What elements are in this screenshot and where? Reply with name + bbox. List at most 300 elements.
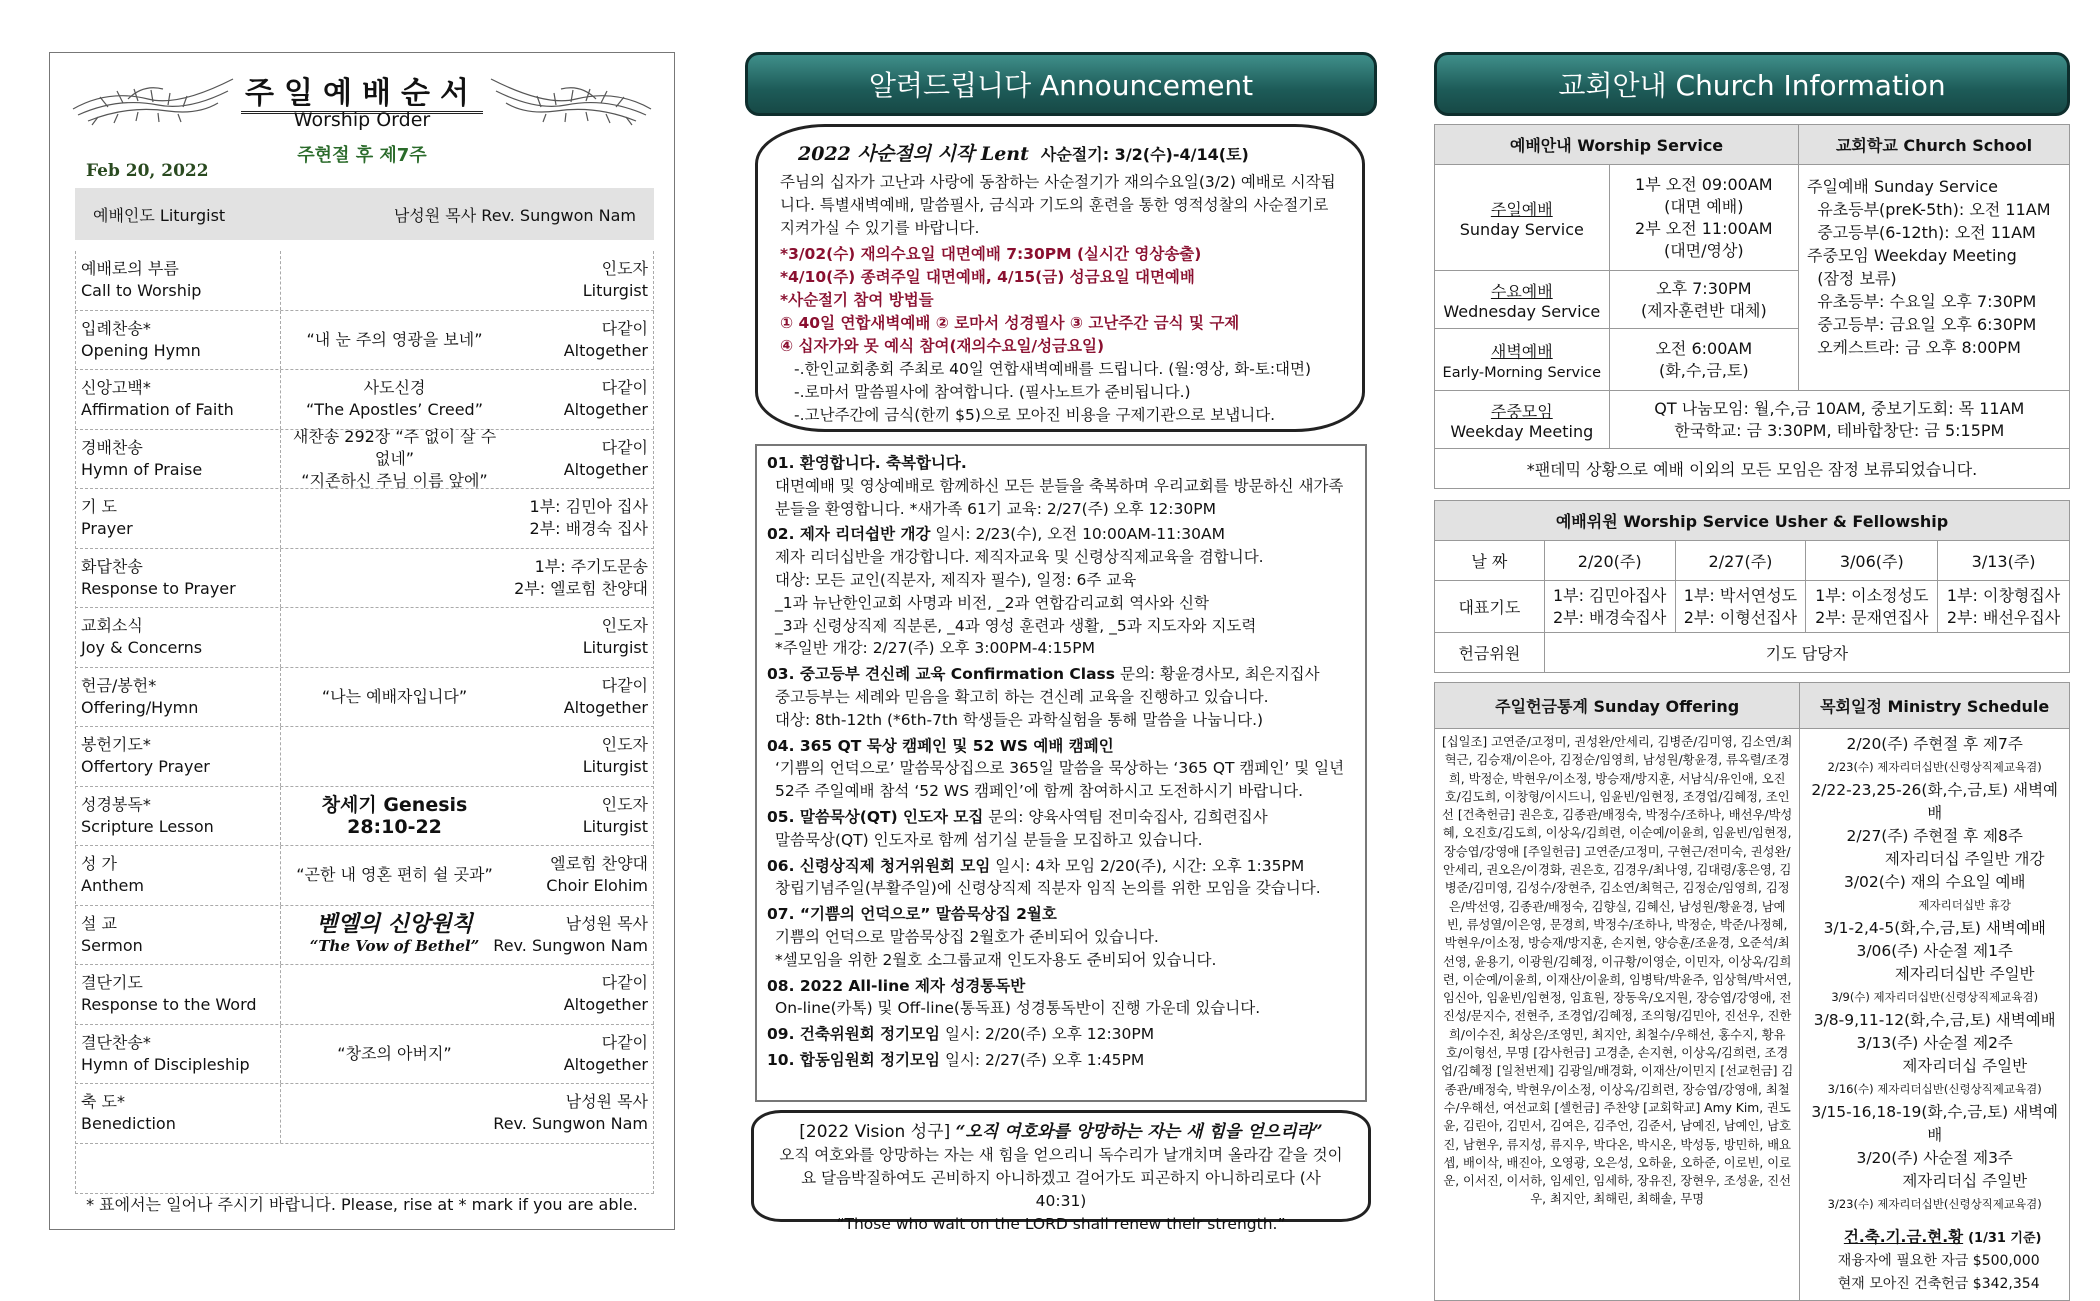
order-item-leader-en: Choir Elohim xyxy=(546,876,648,895)
order-item-leader xyxy=(583,734,648,778)
church-school-line: 유초등부: 수요일 오후 7:30PM xyxy=(1807,292,2037,311)
schedule-entry: 3/06(주) 사순절 제1주 xyxy=(1856,942,2013,960)
order-item-content xyxy=(285,906,504,965)
schedule-entry: 2/20(주) 주현절 후 제7주 xyxy=(1846,735,2023,753)
order-item-content xyxy=(285,846,504,905)
worship-order-row xyxy=(75,426,654,490)
order-item-kr: 기 도 xyxy=(81,497,117,516)
order-item-leader-kr: 남성원 목사 xyxy=(565,913,648,933)
order-item-leader-kr: 다같이 xyxy=(601,378,648,397)
news-item-heading xyxy=(767,523,1355,546)
news-item-heading xyxy=(767,735,1355,758)
column-divider xyxy=(280,965,281,1024)
order-item-en: Offering/Hymn xyxy=(81,697,199,717)
news-item-line: *주일반 개강: 2/27(주) 오후 3:00PM-4:15PM xyxy=(775,639,1096,658)
order-item-content xyxy=(285,426,504,490)
order-item-leader-en: Rev. Sungwon Nam xyxy=(493,1114,648,1133)
order-item-name xyxy=(81,496,133,540)
order-item-leader-en: Liturgist xyxy=(582,816,648,836)
order-item-leader-kr: 인도자 xyxy=(601,616,648,635)
order-item-kr: 설 교 xyxy=(81,913,117,933)
lent-note: -.로마서 말씀필사에 참여합니다. (필사노트가 준비됩니다.) xyxy=(794,383,1191,401)
column-divider xyxy=(280,668,281,727)
church-school-heading: 교회학교 Church School xyxy=(1799,125,2070,165)
order-item-leader-kr: 남성원 목사 xyxy=(565,1092,648,1111)
order-item-content-text xyxy=(306,329,482,351)
news-item xyxy=(767,1023,1355,1046)
worship-order-row xyxy=(75,608,654,668)
news-list xyxy=(755,444,1367,1102)
vision-verse-box xyxy=(751,1110,1371,1233)
news-item-line: 대상: 모든 교인(직분자, 제직자 필수), 일정: 6주 교육 xyxy=(775,570,1137,589)
worship-order-panel xyxy=(49,52,675,1230)
order-item-leader-en: Altogether xyxy=(563,995,648,1014)
worship-order-row xyxy=(75,906,654,966)
schedule-note: 3/23(수) 제자리더십반(신령상직제교육겸) xyxy=(1827,1197,2042,1211)
column-divider xyxy=(280,549,281,608)
news-item-title: 07. “기쁨의 언덕으로” 말씀묵상집 2월호 xyxy=(767,905,1057,924)
news-item-title: 01. 환영합니다. 축복합니다. xyxy=(767,454,967,472)
usher-date: 2/20(주) xyxy=(1544,541,1675,581)
worship-order-row xyxy=(75,787,654,847)
schedule-entry: 3/8-9,11-12(화,수,금,토) 새벽예배 xyxy=(1813,1011,2056,1029)
usher-prayer-second: 2부: 이형선집사 xyxy=(1683,607,1798,627)
schedule-entry: 제자리더십 주일반 개강 xyxy=(1884,850,2045,868)
worship-title-kr: 주일예배순서 xyxy=(50,68,674,112)
order-item-leader-en: Altogether xyxy=(563,400,648,419)
news-item-detail: 문의: 황윤경사모, 최은지집사 xyxy=(1119,665,1320,684)
news-item-detail: 문의: 양육사역팀 전미숙집사, 김희련집사 xyxy=(988,807,1268,826)
order-item-kr: 봉헌기도* xyxy=(81,735,151,754)
order-item-title: “곤한 내 영혼 편히 쉴 곳과” xyxy=(296,865,493,885)
column-divider xyxy=(280,906,281,965)
order-item-leader-en: Liturgist xyxy=(582,757,648,776)
news-item-detail: 일시: 2/20(주) 오후 12:30PM xyxy=(944,1025,1155,1044)
order-item-content-text xyxy=(309,910,480,957)
order-item-kr: 경배찬송 xyxy=(81,437,143,457)
order-item-subtitle: “The Vow of Bethel” xyxy=(309,936,480,955)
order-item-title: 벧엘의 신앙원칙 xyxy=(316,910,473,937)
news-item-line: 중고등부는 세례와 믿음을 확고히 하는 견신례 교육을 진행하고 있습니다. xyxy=(775,687,1269,706)
usher-prayer-cell xyxy=(1806,581,1938,633)
usher-prayer-cell xyxy=(1938,581,2070,633)
order-item-content xyxy=(285,1025,504,1084)
column-divider xyxy=(280,1084,281,1143)
service-time: 1부 오전 09:00AM (대면 예배) 2부 오전 11:00AM (대면/영상) xyxy=(1609,165,1798,271)
column-divider xyxy=(280,251,281,310)
order-item-leader-en: Altogether xyxy=(563,340,648,360)
service-time: 오전 6:00AM (화,수,금,토) xyxy=(1609,329,1798,391)
worship-order-row xyxy=(75,1025,654,1085)
order-item-title: “내 눈 주의 영광을 보네” xyxy=(306,329,483,349)
news-item-line: On-line(카톡) 및 Off-line(통독표) 성경통독반이 진행 가운데 있습니다. xyxy=(775,999,1261,1018)
order-item-en: Benediction xyxy=(81,1114,176,1133)
liturgist-label: 예배인도 Liturgist xyxy=(93,206,226,225)
church-info-header: 교회안내 Church Information xyxy=(1434,52,2070,116)
service-name: 새벽예배 Early-Morning Service xyxy=(1435,329,1610,391)
order-item-title: 창세기 Genesis 28:10-22 xyxy=(321,793,468,838)
order-item-leader-en: Altogether xyxy=(563,1054,648,1074)
order-item-leader-kr: 다같이 xyxy=(601,675,648,695)
news-item-title: 09. 건축위원회 정기모임 xyxy=(767,1025,941,1044)
order-item-content xyxy=(285,370,504,429)
offering-list: [십일조] 고연준/고정미, 권성완/안세리, 김병준/김미영, 김소연/최혁근, 김승재/이은아, 김정순/임영희, 남성원/황윤경, 류옥렬/조경희, 박정순, 박현우/이소정, 방승재/방지훈, 서남식/유인애, 오진호/김도희, 이창형/이시드니, 임윤빈/임현정, 조경업/김혜정, 조인선 [건축헌금] 권은호, 김종관/배정숙, 박정수/조하나, 배선우/박성혜, 오진호/김도희, 이상옥/김희련, 이순예/이윤희, 임윤빈/임현정, 장승엽/강영애 [주일헌금] 고연준/고정미, 구현근/전미숙, 권성완/안세리, 권오은/이경화, 권은호, 김경우/최나영, 김대령/홍은영, 김병준/김미영, 김성수/장현주, 김소연/최혁근, 김정순/임영희, 김정은/박선영, 김종관/배정숙, 김향실, 김혜신, 남성원/황윤경, 남예빈, 류성열/이은영, 문경희, 박정수/조하나, 박정순, 박준/나정혜, 박현우/이소정, 방승재/방지훈, 손지현, 양승훈/조윤경, 오준석/최선영, 윤용기, 이광원/김혜정, 이규황/이영순, 이민자, 이상옥/김희련, 이순예/이윤희, 이재산/이윤희, 임병탁/박윤주, 임상혁/박서연, 임신아, 임윤빈/임현정, 임효원, 장동욱/오지원, 장승엽/강영애, 전진성/문지수, 전현주, 조경업/김혜정, 조의형/김민아, 진선우, 진한희/이수진, 최상은/조영민, 최지안, 최철수/우해선, 홍수지, 황유호/이형선, 무명 [감사헌금] 고경춘, 손지현, 이상옥/김희련, 조경업/김혜정 [일천번제] 김광일/배경화, 이재산/이민지 [선교헌금] 김종관/배정숙, 박현우/이소정, 이상옥/김희련, 장승엽/강영애, 최철수/우해선, 여선교회 [셀헌금] 주찬양 [교회학교] Amy Kim, 권도윤, 김린아, 김민서, 김여은, 김주언, 김준서, 남예진, 남예인, 남호진, 남현우, 류지성, 류지우, 박다온, 박시온, 박성동, 방민하, 배요셉, 배이삭, 배진아, 오영광, 오은성, 오하윤, 오하준, 이로빈, 이로운, 이서진, 이서하, 임세인, 임세하, 장유진, 장현우, 조성윤, 진선우, 최지안, 최해린, 최해솔, 무명 xyxy=(1435,729,1800,1301)
news-item xyxy=(767,903,1355,971)
worship-title-en: Worship Order xyxy=(293,109,431,131)
news-item-line: 대면예배 및 영상예배로 함께하신 모든 분들을 축복하며 우리교회를 방문하신 새가족분들을 환영합니다. *새가족 61기 교육: 2/27(주) 오후 12:30PM xyxy=(775,476,1344,518)
news-item-title: 05. 말씀묵상(QT) 인도자 모집 xyxy=(767,807,984,826)
news-item-heading xyxy=(767,1023,1355,1046)
usher-prayer-second: 2부: 배선우집사 xyxy=(1946,607,2061,627)
order-item-leader xyxy=(564,377,648,421)
order-item-title: “나는 예배자입니다” xyxy=(321,686,468,706)
order-item-content xyxy=(285,311,504,370)
order-item-en: Call to Worship xyxy=(81,281,202,300)
usher-date: 3/13(주) xyxy=(1938,541,2070,581)
order-item-name xyxy=(81,972,257,1016)
order-item-en: Hymn of Discipleship xyxy=(81,1054,250,1074)
order-item-leader-kr: 다같이 xyxy=(601,318,648,338)
worship-order-row xyxy=(75,549,654,609)
schedule-entry: 제자리더십반 주일반 xyxy=(1894,965,2035,983)
church-school-line: (잠정 보류) xyxy=(1807,269,1897,288)
order-item-name xyxy=(81,853,144,897)
worship-order-row xyxy=(75,965,654,1025)
order-item-content xyxy=(285,668,504,727)
order-item-content-text xyxy=(296,864,493,886)
lent-item: *사순절기 참여 방법들 xyxy=(780,291,934,309)
order-item-title: 사도신경 xyxy=(363,378,426,398)
order-item-en: Offertory Prayer xyxy=(81,757,210,776)
usher-date: 3/06(주) xyxy=(1806,541,1938,581)
order-item-leader-en: Liturgist xyxy=(582,638,648,657)
order-item-content-text xyxy=(306,377,483,421)
schedule-entry: 2/22-23,25-26(화,수,금,토) 새벽예배 xyxy=(1811,781,2059,822)
worship-order-row xyxy=(75,370,654,430)
column-divider xyxy=(280,1025,281,1084)
order-item-name xyxy=(81,318,201,362)
order-item-subtitle: “The Apostles’ Creed” xyxy=(306,400,483,420)
order-item-leader xyxy=(546,853,648,897)
news-item-heading xyxy=(767,903,1355,926)
usher-prayer-first: 1부: 김민아집사 xyxy=(1552,585,1667,605)
order-item-name xyxy=(81,437,202,481)
usher-prayer-first: 1부: 박서연성도 xyxy=(1683,585,1798,605)
order-item-leader xyxy=(583,794,648,838)
order-item-leader-en: 2부: 배경숙 집사 xyxy=(529,519,648,538)
schedule-entry: 3/15-16,18-19(화,수,금,토) 새벽예배 xyxy=(1811,1103,2059,1144)
order-item-name xyxy=(81,675,198,719)
order-item-leader-en: 2부: 엘로힘 찬양대 xyxy=(514,578,648,598)
order-item-leader-en: Rev. Sungwon Nam xyxy=(493,935,648,955)
pandemic-note: *팬데믹 상황으로 예배 이외의 모든 모임은 잠정 보류되었습니다. xyxy=(1435,449,2070,489)
worship-order-row xyxy=(75,727,654,787)
order-item-leader-kr: 엘로힘 찬양대 xyxy=(550,854,648,873)
news-item xyxy=(767,806,1355,852)
news-item-heading xyxy=(767,975,1355,998)
lent-item: ① 40일 연합새벽예배 ② 로마서 성경필사 ③ 고난주간 금식 및 구제 xyxy=(780,314,1240,332)
usher-prayer-first: 1부: 이소정성도 xyxy=(1815,585,1929,605)
order-item-en: Sermon xyxy=(81,935,143,955)
schedule-note: 2/23(수) 제자리더십반(신령상직제교육겸) xyxy=(1827,760,2042,774)
schedule-entry: 3/1-2,4-5(화,수,금,토) 새벽예배 xyxy=(1823,919,2046,937)
liturgist-name: 남성원 목사 Rev. Sungwon Nam xyxy=(393,206,636,225)
ministry-schedule xyxy=(1800,729,2070,1301)
usher-date-label: 날 짜 xyxy=(1435,541,1545,581)
news-item-heading xyxy=(767,663,1355,686)
usher-prayer-label: 대표기도 xyxy=(1435,581,1545,633)
order-item-content xyxy=(285,251,504,310)
schedule-entry: 3/13(주) 사순절 제2주 xyxy=(1856,1034,2013,1052)
order-item-kr: 화답찬송 xyxy=(81,556,143,576)
order-item-leader xyxy=(583,615,648,659)
order-item-en: Prayer xyxy=(81,519,133,538)
order-item-leader xyxy=(493,913,648,957)
order-item-leader xyxy=(530,496,648,540)
worship-order-row xyxy=(75,1084,654,1144)
worship-order-list xyxy=(75,251,654,1144)
lent-item: *4/10(주) 종려주일 대면예배, 4/15(금) 성금요일 대면예배 xyxy=(780,268,1195,286)
news-item xyxy=(767,735,1355,803)
church-school-line: 주중모임 Weekday Meeting xyxy=(1807,246,2017,265)
order-item-content xyxy=(285,549,504,608)
order-item-en: Response to Prayer xyxy=(81,578,236,598)
usher-date: 2/27(주) xyxy=(1675,541,1806,581)
order-item-leader-en: Altogether xyxy=(563,459,648,479)
order-item-name xyxy=(81,913,143,957)
order-item-content-text xyxy=(322,686,467,708)
order-item-content-text xyxy=(337,1043,451,1065)
usher-prayer-cell xyxy=(1675,581,1806,633)
news-item xyxy=(767,975,1355,1021)
service-time: 오후 7:30PM (제자훈련반 대체) xyxy=(1609,271,1798,329)
service-name: 주일예배 Sunday Service xyxy=(1435,165,1610,271)
order-item-kr: 결단기도 xyxy=(81,973,143,992)
column-divider xyxy=(280,489,281,548)
column-divider xyxy=(280,430,281,489)
order-item-name xyxy=(81,556,236,600)
announcement-header: 알려드립니다 Announcement xyxy=(745,52,1377,116)
church-school-line: 오케스트라: 금 오후 8:00PM xyxy=(1807,338,2021,357)
news-item-line: 제자 리더십반을 개강합니다. 제직자교육 및 신령상직제교육을 겸합니다. xyxy=(775,548,1264,567)
order-item-leader-en: Altogether xyxy=(563,697,648,717)
order-item-leader-kr: 1부: 김민아 집사 xyxy=(529,497,648,516)
liturgical-season: 주현절 후 제7주 xyxy=(297,145,427,166)
usher-prayer-second: 2부: 문재연집사 xyxy=(1815,607,1929,627)
order-item-leader-kr: 1부: 주기도문송 xyxy=(534,556,648,576)
church-school-line: 중고등부: 금요일 오후 6:30PM xyxy=(1807,315,2037,334)
worship-order-row xyxy=(75,311,654,371)
schedule-note: 제자리더십반 휴강 xyxy=(1918,898,2011,912)
news-item-line: 말씀묵상(QT) 인도자로 함께 섬기실 분들을 모집하고 있습니다. xyxy=(775,830,1203,849)
order-item-en: Opening Hymn xyxy=(81,340,201,360)
lent-title: 2022 사순절의 시작 Lent 사순절기: 3/2(수)-4/14(토) xyxy=(798,143,1249,165)
order-item-leader-kr: 다같이 xyxy=(601,973,648,992)
worship-order-row xyxy=(75,846,654,906)
order-item-name xyxy=(81,794,214,838)
order-item-kr: 신앙고백* xyxy=(81,378,151,397)
news-item xyxy=(767,523,1355,660)
order-item-name xyxy=(81,377,234,421)
lent-body xyxy=(780,171,1340,427)
news-item xyxy=(767,1049,1355,1072)
news-item-heading xyxy=(767,855,1355,878)
news-item-detail: 일시: 2/27(주) 오후 1:45PM xyxy=(944,1050,1145,1069)
order-item-leader xyxy=(564,972,648,1016)
news-item-line: _1과 뉴난한인교회 사명과 비전, _2과 연합감리교회 역사와 신학 xyxy=(775,593,1209,612)
news-item-title: 06. 신령상직제 청거위원회 모임 xyxy=(767,856,991,875)
order-item-leader-kr: 인도자 xyxy=(601,735,648,754)
news-item-title: 02. 제자 리더쉽반 개강 xyxy=(767,525,931,544)
news-item-title: 04. 365 QT 묵상 캠페인 및 52 WS 예배 캠페인 xyxy=(767,736,1114,755)
order-item-kr: 성경봉독* xyxy=(81,794,151,814)
lent-intro: 주님의 십자가 고난과 사랑에 동참하는 사순절기가 재의수요일(3/2) 예배로 시작됩니다. 특별새벽예배, 말씀필사, 금식과 기도의 훈련을 통한 영적성찰의 사순절기로 지켜가실 수 있기를 바랍니다. xyxy=(780,173,1336,237)
news-item-line: *셀모임을 위한 2월호 소그룹교재 인도자용도 준비되어 있습니다. xyxy=(775,950,1217,969)
vision-verse-kr: 오직 여호와를 앙망하는 자는 새 힘을 얻으리니 독수리가 날개치며 올라감 같을 것이요 달음박질하여도 곤비하지 아니하겠고 걸어가도 피곤하지 아니하리로다 (사 40:31) xyxy=(779,1146,1343,1210)
news-item-line: _3과 신령상직제 직분론, _4과 영성 훈련과 생활, _5과 지도자와 지도력 xyxy=(775,616,1257,635)
schedule-entry: 제자리더십 주일반 xyxy=(1902,1057,2028,1075)
news-item-heading xyxy=(767,1049,1355,1072)
church-info-panel xyxy=(1434,52,2070,1292)
order-item-leader-kr: 다같이 xyxy=(601,1032,648,1052)
order-item-en: Anthem xyxy=(81,876,144,895)
order-item-content xyxy=(285,1084,504,1143)
service-name: 수요예배 Wednesday Service xyxy=(1435,271,1610,329)
order-item-leader xyxy=(564,675,648,719)
building-fund-raised: 현재 모아진 건축헌금 $342,354 xyxy=(1837,1276,2040,1292)
order-item-content xyxy=(285,489,504,548)
news-item-line: ‘기쁨의 언덕으로’ 말씀묵상집으로 365일 말씀을 묵상하는 ‘365 QT 캠페인’ 및 일년 52주 주일예배 참석 ‘52 WS 캠페인’에 함께 참여하시고 도전하시기 바랍니다. xyxy=(775,759,1345,801)
order-item-en: Joy & Concerns xyxy=(81,638,203,657)
news-item-heading xyxy=(767,806,1355,829)
column-divider xyxy=(280,727,281,786)
schedule-entry: 2/27(주) 주현절 후 제8주 xyxy=(1846,827,2023,845)
order-item-leader-kr: 인도자 xyxy=(601,794,648,814)
lent-item: *3/02(수) 재의수요일 대면예배 7:30PM (실시간 영상송출) xyxy=(780,245,1202,263)
lent-item: ④ 십자가와 못 예식 참여(재의수요일/성금요일) xyxy=(780,337,1105,355)
schedule-note: 3/9(수) 제자리더십반(신령상직제교육겸) xyxy=(1831,990,2039,1004)
schedule-entry: 3/20(주) 사순절 제3주 xyxy=(1856,1149,2013,1167)
news-item xyxy=(767,663,1355,731)
order-item-kr: 축 도* xyxy=(81,1092,125,1111)
church-school-line: 주일예배 Sunday Service xyxy=(1807,177,1999,196)
column-divider xyxy=(280,608,281,667)
order-item-title: 새찬송 292장 “주 없이 살 수 없네” xyxy=(292,426,497,468)
news-item-line: 창립기념주일(부활주일)에 신령상직제 직분자 임직 논의를 위한 모임을 갖습니다. xyxy=(775,879,1321,898)
news-item-title: 08. 2022 All-line 제자 성경통독반 xyxy=(767,976,1026,995)
worship-order-row xyxy=(75,668,654,728)
column-divider xyxy=(280,846,281,905)
liturgist-bar xyxy=(75,188,654,240)
order-item-content xyxy=(285,787,504,846)
worship-order-row xyxy=(75,489,654,549)
order-item-name xyxy=(81,258,201,302)
news-item-title: 03. 중고등부 견신례 교육 Confirmation Class xyxy=(767,665,1116,684)
usher-heading: 예배위원 Worship Service Usher & Fellowship xyxy=(1435,501,2070,541)
order-item-kr: 결단찬송* xyxy=(81,1032,151,1052)
offering-heading: 주일헌금통계 Sunday Offering xyxy=(1435,683,1800,729)
usher-offering-label: 헌금위원 xyxy=(1435,633,1545,673)
lent-note: -.한인교회총회 주최로 40일 연합새벽예배를 드립니다. (월:영상, 화-토:대면) xyxy=(794,360,1312,378)
order-item-name xyxy=(81,1032,250,1076)
order-item-en: Hymn of Praise xyxy=(81,459,203,479)
worship-order-row xyxy=(75,251,654,311)
news-item-title: 10. 합동임원회 정기모임 xyxy=(767,1050,941,1069)
news-item xyxy=(767,855,1355,901)
order-item-kr: 예배로의 부름 xyxy=(81,259,179,278)
usher-table xyxy=(1434,500,2070,673)
lent-box xyxy=(755,124,1365,432)
news-item-detail: 일시: 2/23(수), 오전 10:00AM-11:30AM xyxy=(935,525,1225,544)
church-school-info xyxy=(1799,165,2070,391)
usher-prayer-second: 2부: 배경숙집사 xyxy=(1552,607,1667,627)
order-item-title: “창조의 아버지” xyxy=(337,1043,452,1063)
weekday-meeting-time: QT 나눔모임: 월,수,금 10AM, 중보기도회: 목 11AM 한국학교: 금 3:30PM, 테바합창단: 금 5:15PM xyxy=(1609,391,2069,449)
order-item-kr: 교회소식 xyxy=(81,616,143,635)
order-item-content-text xyxy=(285,426,504,492)
worship-service-heading: 예배안내 Worship Service xyxy=(1435,125,1799,165)
order-item-leader xyxy=(583,258,648,302)
order-item-leader-en: Liturgist xyxy=(582,281,648,300)
order-item-kr: 헌금/봉헌* xyxy=(81,675,157,695)
order-item-leader-kr: 인도자 xyxy=(601,259,648,278)
news-item xyxy=(767,452,1355,520)
order-item-leader xyxy=(493,1091,648,1135)
column-divider xyxy=(280,311,281,370)
order-item-leader xyxy=(564,318,648,362)
order-item-name xyxy=(81,1091,176,1135)
order-item-leader xyxy=(564,437,648,481)
bulletin-date: Feb 20, 2022 xyxy=(86,161,209,181)
schedule-note: 3/16(수) 제자리더십반(신령상직제교육겸) xyxy=(1827,1082,2042,1096)
column-divider xyxy=(280,787,281,846)
order-item-content xyxy=(285,727,504,786)
order-item-leader xyxy=(564,1032,648,1076)
news-item-heading xyxy=(767,452,1355,475)
church-school-line: 중고등부(6-12th): 오전 11AM xyxy=(1807,223,2036,242)
usher-prayer-first: 1부: 이창형집사 xyxy=(1946,585,2061,605)
weekday-meeting-name: 주중모임 Weekday Meeting xyxy=(1435,391,1610,449)
order-item-en: Affirmation of Faith xyxy=(81,400,234,419)
order-item-en: Scripture Lesson xyxy=(81,816,214,836)
usher-prayer-cell xyxy=(1544,581,1675,633)
vision-title: [2022 Vision 성구] “오직 여호와를 앙망하는 자는 새 힘을 얻으리라” xyxy=(799,1122,1323,1142)
news-item-line: 대상: 8th-12th (*6th-7th 학생들은 과학실험을 통해 말씀을 나눕니다.) xyxy=(775,710,1264,729)
vision-verse-en: “Those who wait on the LORD shall renew their strength.” xyxy=(836,1215,1286,1233)
schedule-entry: 3/02(수) 재의 수요일 예배 xyxy=(1843,873,2026,891)
news-item-detail: 일시: 4차 모임 2/20(주), 시간: 오후 1:35PM xyxy=(995,856,1305,875)
order-item-kr: 입례찬송* xyxy=(81,318,151,338)
lent-note: -.고난주간에 금식(한끼 $5)으로 모아진 비용을 구제기관으로 보냅니다. xyxy=(794,406,1276,424)
standing-note: * 표에서는 일어나 주시기 바랍니다. Please, rise at * mark if you are able. xyxy=(86,1195,638,1214)
usher-offering-value: 기도 담당자 xyxy=(1544,633,2069,673)
order-item-leader xyxy=(514,556,648,600)
news-item-line: 기쁨의 언덕으로 말씀묵상집 2월호가 준비되어 있습니다. xyxy=(775,927,1159,946)
schedule-heading: 목회일정 Ministry Schedule xyxy=(1800,683,2070,729)
building-fund-need: 재융자에 필요한 자금 $500,000 xyxy=(1837,1253,2040,1269)
order-item-en: Response to the Word xyxy=(81,995,257,1014)
column-divider xyxy=(280,370,281,429)
announcement-panel xyxy=(745,52,1377,1233)
offering-schedule-table xyxy=(1434,682,2070,1301)
order-item-subtitle: “지존하신 주님 이름 앞에” xyxy=(301,470,488,490)
building-fund-box: 건.축.기.금.현.황 (1/31 기준) 재융자에 필요한 자금 $500,000 현재 모아진 건축헌금 $342,354 xyxy=(1828,1226,2042,1296)
order-item-content xyxy=(285,608,504,667)
order-item-content xyxy=(285,965,504,1024)
schedule-entry: 제자리더십 주일반 xyxy=(1902,1172,2028,1190)
order-item-content-text xyxy=(285,794,504,838)
service-table xyxy=(1434,124,2070,489)
